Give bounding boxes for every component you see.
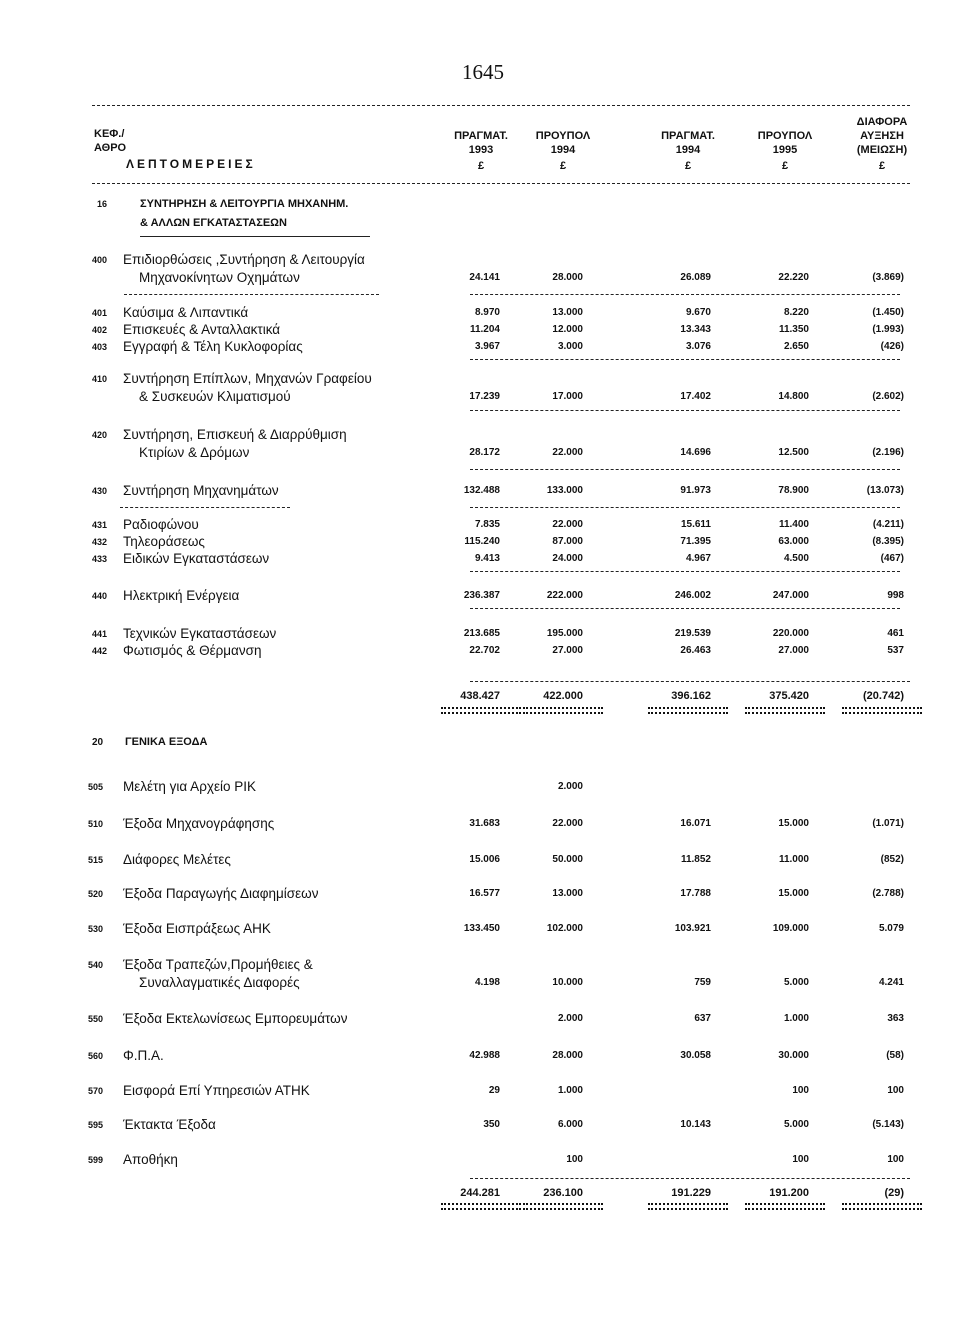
total-rule [470,1178,910,1179]
row-value: 103.921 [674,923,711,934]
row-value: 71.395 [680,536,711,547]
total-value: 375.420 [769,690,809,702]
row-code: 540 [88,960,104,970]
row-value: (13.073) [866,485,904,496]
column-header-l2: 1994 [550,144,576,156]
row-value: 27.000 [778,645,809,656]
total-double-rule [523,1203,603,1210]
row-value: (1.071) [872,818,904,829]
total-value: 191.200 [769,1187,809,1199]
top-rule [92,105,910,106]
column-header-l3: £ [477,160,485,172]
row-value: 27.000 [552,645,583,656]
separator-rule [470,571,900,572]
total-double-rule [648,707,728,714]
row-value: 236.387 [463,590,500,601]
separator-rule [124,294,379,295]
row-value: 109.000 [772,923,809,934]
row-value: 115.240 [464,536,500,547]
column-header-l2: 1995 [772,144,798,156]
row-value: (4.211) [872,519,904,530]
row-value: 4.241 [878,977,904,988]
row-value: 350 [483,1119,500,1130]
row-code: 505 [88,782,104,792]
row-value: 15.000 [778,888,809,899]
row-description: Τεχνικών Εγκαταστάσεων [123,626,277,641]
row-value: 133.000 [546,485,583,496]
row-value: (8.395) [872,536,904,547]
row-value: 219.539 [674,628,711,639]
total-value: 438.427 [460,690,500,702]
separator-rule [470,359,900,360]
row-description-cont: Μηχανοκίνητων Οχημάτων [139,270,300,285]
total-value: 422.000 [543,690,583,702]
row-code: 442 [92,646,108,656]
row-value: 22.000 [552,519,583,530]
row-code: 430 [92,486,108,496]
row-value: (1.993) [872,324,904,335]
header-kefalaio: ΚΕΦ./ [94,128,125,140]
total-double-rule [745,707,825,714]
row-code: 515 [88,855,104,865]
row-code: 595 [88,1120,104,1130]
row-code: 432 [92,537,108,547]
row-value: 15.611 [680,519,711,530]
column-header-l1: ΠΡΟΥΠΟΛ [535,130,591,142]
row-code: 441 [92,629,108,639]
row-description: Συντήρηση Επίπλων, Μηχανών Γραφείου [123,371,372,386]
row-value: 17.000 [552,391,583,402]
row-value: 2.000 [557,781,583,792]
total-value: 191.229 [671,1187,711,1199]
row-code: 420 [92,430,108,440]
row-value: 50.000 [552,854,583,865]
row-value: 8.970 [474,307,500,318]
row-value: 91.973 [680,485,711,496]
row-value: 87.000 [552,536,583,547]
row-value: 17.788 [680,888,711,899]
row-value: (2.196) [872,447,904,458]
row-value: 17.402 [680,391,711,402]
row-value: 28.000 [552,272,583,283]
row-value: 132.488 [463,485,500,496]
row-description: Έξοδα Εισπράξεως ΑΗΚ [123,921,271,936]
row-value: 12.500 [778,447,809,458]
row-value: 11.000 [778,854,809,865]
row-value: 13.000 [552,888,583,899]
row-value: 2.000 [557,1013,583,1024]
row-value: 3.000 [557,341,583,352]
row-description: Φωτισμός & Θέρμανση [123,643,262,658]
row-value: (852) [880,854,904,865]
row-value: 13.343 [680,324,711,335]
section-code: 16 [97,199,108,209]
row-value: 4.198 [474,977,500,988]
row-value: (2.788) [872,888,904,899]
row-value: (426) [880,341,904,352]
total-value: 244.281 [460,1187,500,1199]
row-description: Ηλεκτρική Ενέργεια [123,588,240,603]
row-value: (5.143) [872,1119,904,1130]
row-value: 11.852 [680,854,711,865]
row-value: 17.239 [469,391,500,402]
row-value: 11.204 [469,324,500,335]
total-double-rule [842,707,922,714]
row-code: 599 [88,1155,104,1165]
row-value: 4.967 [685,553,711,564]
column-header-l1: ΠΡΑΓΜΑΤ. [454,130,508,142]
row-code: 401 [92,308,108,318]
row-value: 14.696 [680,447,711,458]
row-description: Μελέτη για Αρχείο ΡΙΚ [123,779,256,794]
column-header-l1: ΑΥΞΗΣΗ [860,130,904,142]
row-value: 14.800 [778,391,809,402]
row-value: 246.002 [674,590,711,601]
row-value: 213.685 [463,628,500,639]
row-value: 8.220 [783,307,809,318]
row-value: 22.000 [552,818,583,829]
row-description: Φ.Π.Α. [123,1048,164,1063]
row-value: 5.079 [878,923,904,934]
row-value: 195.000 [546,628,583,639]
row-value: 4.500 [783,553,809,564]
section-title: & ΑΛΛΩΝ ΕΓΚΑΤΑΣΤΑΣΕΩΝ [140,217,287,229]
column-header-l0: ΔΙΑΦΟΡΑ [856,116,908,128]
separator-rule [470,469,900,470]
row-value: 220.000 [772,628,809,639]
row-value: 31.683 [469,818,500,829]
row-description: Έξοδα Τραπεζών,Προμήθειες & [123,957,313,972]
row-value: 16.071 [680,818,711,829]
total-double-rule [745,1203,825,1210]
row-code: 560 [88,1051,104,1061]
separator-rule [470,608,900,609]
row-description-cont: Συναλλαγματικές Διαφορές [139,975,300,990]
row-description: Συντήρηση, Επισκευή & Διαρρύθμιση [123,427,347,442]
row-value: 26.089 [680,272,711,283]
row-value: 42.988 [469,1050,500,1061]
row-code: 530 [88,924,104,934]
row-value: 28.000 [552,1050,583,1061]
separator-rule [470,294,900,295]
section-underline [140,236,370,237]
section-title: ΓΕΝΙΚΑ ΕΞΟΔΑ [125,736,208,748]
row-value: 26.463 [680,645,711,656]
row-code: 410 [92,374,108,384]
section-title: ΣΥΝΤΗΡΗΣΗ & ΛΕΙΤΟΥΡΓΙΑ ΜΗΧΑΝΗΜ. [140,198,349,210]
row-value: 3.076 [685,341,711,352]
row-value: 24.000 [552,553,583,564]
column-header-l2: 1993 [468,144,494,156]
row-description: Έκτακτα Έξοδα [123,1117,216,1132]
separator-rule [470,410,900,411]
row-value: 30.058 [680,1050,711,1061]
page-number: 1645 [462,60,504,84]
total-value: (29) [884,1187,904,1199]
separator-rule [470,507,900,508]
row-value: 11.350 [778,324,809,335]
row-value: (2.602) [872,391,904,402]
row-description: Καύσιμα & Λιπαντικά [123,305,249,320]
total-double-rule [441,1203,521,1210]
row-description: Εισφορά Επί Υπηρεσιών ΑΤΗΚ [123,1083,310,1098]
column-header-l3: £ [781,160,789,172]
row-value: 1.000 [557,1085,583,1096]
row-value: 1.000 [783,1013,809,1024]
row-code: 570 [88,1086,104,1096]
row-description: Ειδικών Εγκαταστάσεων [123,551,270,566]
row-code: 550 [88,1014,104,1024]
row-code: 520 [88,889,104,899]
total-double-rule [842,1203,922,1210]
total-value: 236.100 [543,1187,583,1199]
row-value: (467) [880,553,904,564]
row-code: 433 [92,554,108,564]
row-code: 403 [92,342,108,352]
row-value: 22.000 [552,447,583,458]
row-value: (58) [886,1050,904,1061]
row-value: (3.869) [872,272,904,283]
column-header-l2: (ΜΕΙΩΣΗ) [856,144,908,156]
header-arthro: ΑΘΡΟ [94,142,127,154]
row-value: 24.141 [469,272,500,283]
row-code: 402 [92,325,108,335]
row-value: 637 [694,1013,711,1024]
column-header-l1: ΠΡΑΓΜΑΤ. [661,130,715,142]
row-description: Διάφορες Μελέτες [123,852,231,867]
row-value: 15.006 [469,854,500,865]
total-rule [470,681,910,682]
row-value: 759 [694,977,711,988]
row-value: 222.000 [546,590,583,601]
row-description: Ραδιοφώνου [123,517,199,532]
total-double-rule [441,707,521,714]
row-code: 440 [92,591,108,601]
row-value: 12.000 [552,324,583,335]
row-value: 78.900 [778,485,809,496]
row-description: Αποθήκη [123,1152,178,1167]
row-value: 100 [887,1085,904,1096]
row-value: 10.000 [552,977,583,988]
row-value: 363 [887,1013,904,1024]
row-value: 100 [566,1154,583,1165]
row-value: 30.000 [778,1050,809,1061]
row-description: Έξοδα Εκτελωνίσεως Εμπορευμάτων [123,1011,348,1026]
row-value: 9.413 [474,553,500,564]
total-double-rule [648,1203,728,1210]
row-value: 9.670 [685,307,711,318]
row-description-cont: Κτιρίων & Δρόμων [139,445,250,460]
header-rule [92,183,910,184]
row-description: Επιδιορθώσεις ,Συντήρηση & Λειτουργία [123,252,365,267]
section-code: 20 [92,737,104,748]
row-value: 100 [792,1085,809,1096]
column-header-l3: £ [559,160,567,172]
row-description-cont: & Συσκευών Κλιματισμού [139,389,291,404]
row-value: 100 [887,1154,904,1165]
row-value: 5.000 [783,1119,809,1130]
column-header-l1: ΠΡΟΥΠΟΛ [757,130,813,142]
row-code: 510 [88,819,104,829]
row-value: 28.172 [469,447,500,458]
row-description: Επισκευές & Ανταλλακτικά [123,322,281,337]
row-value: 998 [887,590,904,601]
row-code: 400 [92,255,108,265]
row-value: 11.400 [778,519,809,530]
column-header-l2: 1994 [675,144,701,156]
column-header-l3: £ [684,160,692,172]
total-value: 396.162 [671,690,711,702]
column-header-l3: £ [878,160,886,172]
row-description: Έξοδα Παραγωγής Διαφημίσεων [123,886,319,901]
row-value: 7.835 [474,519,500,530]
row-value: 100 [792,1154,809,1165]
separator-rule [120,507,290,508]
row-value: 461 [887,628,904,639]
row-value: 133.450 [463,923,500,934]
row-value: 3.967 [474,341,500,352]
row-value: (1.450) [872,307,904,318]
total-double-rule [523,707,603,714]
row-value: 15.000 [778,818,809,829]
row-value: 5.000 [783,977,809,988]
row-value: 63.000 [778,536,809,547]
row-value: 13.000 [552,307,583,318]
header-leptomereies: ΛΕΠΤΟΜΕΡΕΙΕΣ [126,157,256,171]
row-code: 431 [92,520,108,530]
row-value: 2.650 [783,341,809,352]
row-value: 537 [887,645,904,656]
total-value: (20.742) [863,690,904,702]
row-value: 16.577 [469,888,500,899]
row-value: 10.143 [680,1119,711,1130]
row-value: 29 [488,1085,500,1096]
row-value: 102.000 [546,923,583,934]
row-value: 6.000 [557,1119,583,1130]
row-value: 22.702 [469,645,500,656]
row-description: Εγγραφή & Τέλη Κυκλοφορίας [123,339,303,354]
row-description: Έξοδα Μηχανογράφησης [123,816,275,831]
row-value: 247.000 [772,590,809,601]
row-value: 22.220 [778,272,809,283]
row-description: Συντήρηση Μηχανημάτων [123,483,279,498]
row-description: Τηλεοράσεως [123,534,205,549]
